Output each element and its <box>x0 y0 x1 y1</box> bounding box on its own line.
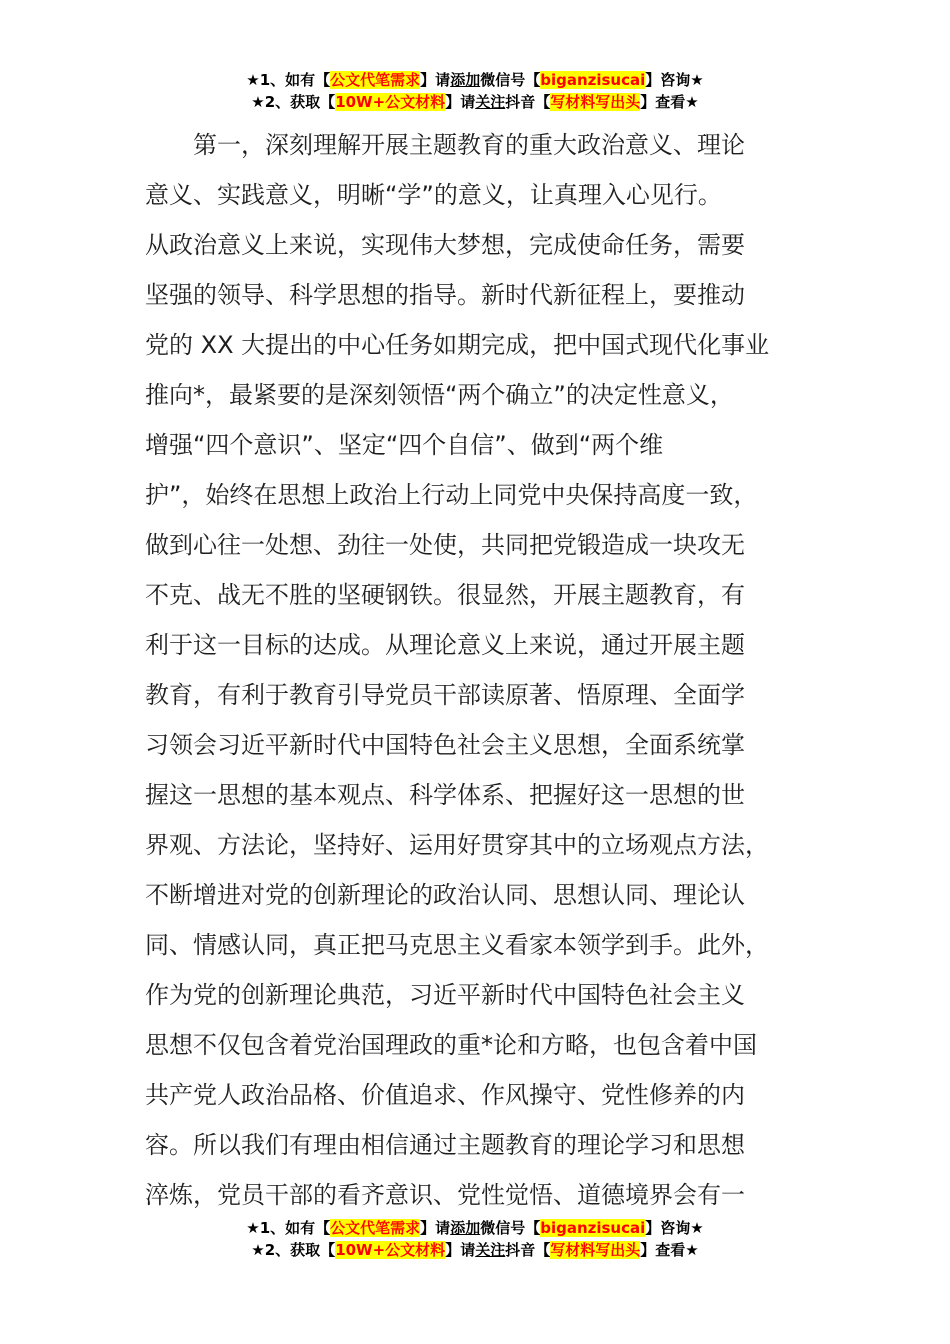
body-line: 思想不仅包含着党治国理政的重*论和方略，也包含着中国 <box>145 1031 757 1059</box>
body-line: 容。所以我们有理由相信通过主题教育的理论学习和思想 <box>145 1131 745 1159</box>
footer-promo-line-1 <box>0 1217 950 1239</box>
footer-line2-prefix: ★2、获取【 <box>251 1241 336 1259</box>
body-line: 党的 XX 大提出的中心任务如期完成，把中国式现代化事业 <box>145 331 770 359</box>
header-promo-banner <box>0 69 950 113</box>
header-promo-line-1 <box>0 69 950 91</box>
footer-line2-middle2: 抖音【 <box>505 1241 551 1259</box>
footer-line2-highlight-douyin: 写材料写出头 <box>550 1241 641 1259</box>
document-body-paragraph <box>145 120 825 1220</box>
footer-line1-highlight-service: 公文代笔需求 <box>330 1219 421 1237</box>
header-line2-prefix: ★2、获取【 <box>251 93 336 111</box>
footer-line1-middle2: 微信号【 <box>480 1219 541 1237</box>
header-line2-suffix: 】查看★ <box>640 93 699 111</box>
header-line1-prefix: ★1、如有【 <box>246 71 331 89</box>
header-line2-underlined: 关注 <box>475 93 506 111</box>
body-line: 同、情感认同，真正把马克思主义看家本领学到手。此外， <box>145 931 769 959</box>
body-line: 不克、战无不胜的坚硬钢铁。很显然，开展主题教育，有 <box>145 581 745 609</box>
body-line: 坚强的领导、科学思想的指导。新时代新征程上，要推动 <box>145 281 745 309</box>
footer-line2-suffix: 】查看★ <box>640 1241 699 1259</box>
body-line: 第一，深刻理解开展主题教育的重大政治意义、理论 <box>145 131 745 159</box>
footer-line2-middle1: 】请 <box>445 1241 476 1259</box>
body-line: 教育，有利于教育引导党员干部读原著、悟原理、全面学 <box>145 681 745 709</box>
header-line2-middle1: 】请 <box>445 93 476 111</box>
body-line: 作为党的创新理论典范，习近平新时代中国特色社会主义 <box>145 981 745 1009</box>
footer-line2-highlight-materials: 10W+公文材料 <box>335 1241 446 1259</box>
header-line1-middle1: 】请 <box>420 71 451 89</box>
header-promo-line-2 <box>0 91 950 113</box>
header-line1-suffix: 】咨询★ <box>645 71 704 89</box>
body-line: 利于这一目标的达成。从理论意义上来说，通过开展主题 <box>145 631 745 659</box>
footer-line2-underlined: 关注 <box>475 1241 506 1259</box>
header-line1-middle2: 微信号【 <box>480 71 541 89</box>
body-line: 意义、实践意义，明晰“学”的意义，让真理入心见行。 <box>145 181 722 209</box>
header-line2-highlight-materials: 10W+公文材料 <box>335 93 446 111</box>
body-line: 淬炼，党员干部的看齐意识、党性觉悟、道德境界会有一 <box>145 1181 745 1209</box>
header-line1-highlight-wechat: biganzisucai <box>540 71 646 89</box>
header-line2-middle2: 抖音【 <box>505 93 551 111</box>
body-line: 做到心往一处想、劲往一处使，共同把党锻造成一块攻无 <box>145 531 745 559</box>
body-line: 界观、方法论，坚持好、运用好贯穿其中的立场观点方法， <box>145 831 769 859</box>
body-line: 增强“四个意识”、坚定“四个自信”、做到“两个维 <box>145 431 664 459</box>
footer-line1-suffix: 】咨询★ <box>645 1219 704 1237</box>
footer-promo-line-2 <box>0 1239 950 1261</box>
footer-line1-underlined: 添加 <box>450 1219 481 1237</box>
body-line: 推向*，最紧要的是深刻领悟“两个确立”的决定性意义， <box>145 381 734 409</box>
body-line: 共产党人政治品格、价值追求、作风操守、党性修养的内 <box>145 1081 745 1109</box>
footer-line1-middle1: 】请 <box>420 1219 451 1237</box>
header-line1-underlined: 添加 <box>450 71 481 89</box>
body-line: 握这一思想的基本观点、科学体系、把握好这一思想的世 <box>145 781 745 809</box>
body-line: 不断增进对党的创新理论的政治认同、思想认同、理论认 <box>145 881 745 909</box>
body-line: 护”，始终在思想上政治上行动上同党中央保持高度一致， <box>145 481 758 509</box>
header-line1-highlight-service: 公文代笔需求 <box>330 71 421 89</box>
body-line: 从政治意义上来说，实现伟大梦想，完成使命任务，需要 <box>145 231 745 259</box>
footer-line1-highlight-wechat: biganzisucai <box>540 1219 646 1237</box>
body-line: 习领会习近平新时代中国特色社会主义思想，全面系统掌 <box>145 731 745 759</box>
header-line2-highlight-douyin: 写材料写出头 <box>550 93 641 111</box>
footer-promo-banner <box>0 1217 950 1261</box>
footer-line1-prefix: ★1、如有【 <box>246 1219 331 1237</box>
